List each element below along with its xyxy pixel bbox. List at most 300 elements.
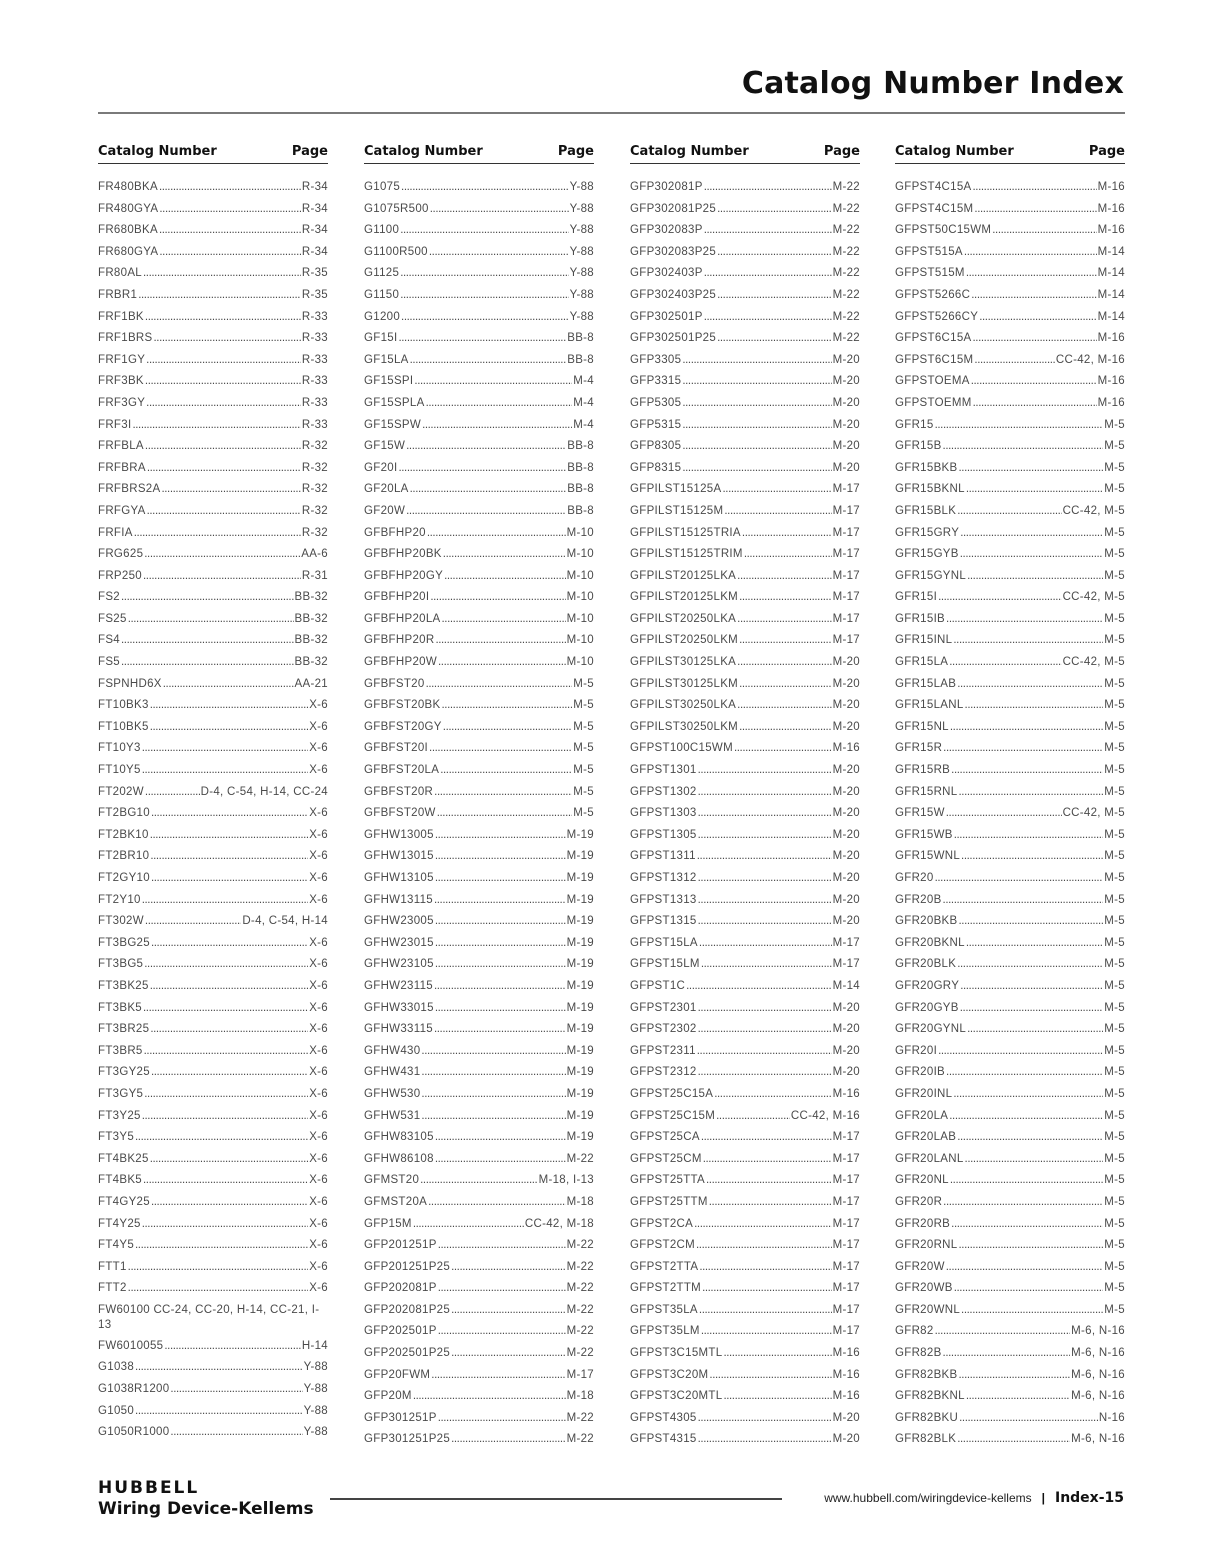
page-reference: M-22 xyxy=(832,245,860,258)
page-reference: CC-42, M-5 xyxy=(1062,591,1125,604)
page-reference: M-5 xyxy=(1104,483,1125,496)
dot-leader xyxy=(159,177,301,199)
catalog-number: GFPST25TTM xyxy=(630,1195,708,1208)
page-reference: R-32 xyxy=(301,483,328,496)
index-entry xyxy=(630,501,860,523)
page-reference: M-17 xyxy=(832,634,860,647)
dot-leader xyxy=(966,479,1103,501)
page-reference: R-31 xyxy=(301,569,328,582)
index-entry xyxy=(364,220,594,242)
index-entry xyxy=(630,1214,860,1236)
page-number: Index-15 xyxy=(1054,1490,1124,1506)
index-entry xyxy=(895,738,1125,760)
catalog-number: GFR20INL xyxy=(895,1087,953,1100)
page-reference: M-20 xyxy=(832,677,860,690)
index-entry xyxy=(630,825,860,847)
catalog-number: FRF1BK xyxy=(98,310,144,323)
catalog-number: FRFBLA xyxy=(98,440,144,453)
catalog-number: GFPST6C15M xyxy=(895,353,974,366)
dot-leader xyxy=(723,1386,831,1408)
dot-leader xyxy=(706,1170,832,1192)
index-entry xyxy=(98,738,328,760)
dot-leader xyxy=(150,695,309,717)
dot-leader xyxy=(682,371,831,393)
index-entry xyxy=(364,1041,594,1063)
catalog-number: GFR15 xyxy=(895,418,934,431)
page-reference: X-6 xyxy=(309,1239,328,1252)
index-entry xyxy=(895,911,1125,933)
page-reference: M-5 xyxy=(1104,720,1125,733)
page-reference: M-10 xyxy=(566,656,594,669)
page-reference: M-5 xyxy=(1104,440,1125,453)
page-reference: M-5 xyxy=(573,807,594,820)
page-reference: X-6 xyxy=(309,1282,328,1295)
page-reference: M-10 xyxy=(566,548,594,561)
dot-leader xyxy=(146,393,301,415)
index-entry xyxy=(364,1214,594,1236)
page-reference: M-18, I-13 xyxy=(538,1174,594,1187)
catalog-number: FRFIA xyxy=(98,526,133,539)
catalog-number: GFR20 xyxy=(895,872,934,884)
dot-leader xyxy=(159,220,301,242)
dot-leader xyxy=(965,695,1104,717)
page-reference: R-35 xyxy=(301,267,328,280)
index-entry xyxy=(364,976,594,998)
page-reference: M-10 xyxy=(566,569,594,582)
catalog-number-heading: Catalog Number xyxy=(98,144,217,159)
dot-leader xyxy=(722,479,831,501)
catalog-number: GFPST2311 xyxy=(630,1044,696,1057)
catalog-number: GFPILST30250LKA xyxy=(630,699,737,712)
dot-leader xyxy=(961,1300,1103,1322)
page-reference: M-22 xyxy=(566,1347,594,1360)
dot-leader xyxy=(451,1343,566,1365)
dot-leader xyxy=(946,1062,1103,1084)
page-reference: M-17 xyxy=(832,958,860,971)
dot-leader xyxy=(421,1106,565,1128)
page-reference: M-22 xyxy=(832,288,860,301)
catalog-number: G1038 xyxy=(98,1361,135,1374)
catalog-number: FT302W xyxy=(98,915,144,928)
dot-leader xyxy=(703,1149,832,1171)
catalog-number: GFPST2301 xyxy=(630,1001,697,1014)
dot-leader xyxy=(946,803,1062,825)
dot-leader xyxy=(435,825,566,847)
dot-leader xyxy=(737,695,831,717)
page-reference: M-19 xyxy=(566,1001,594,1014)
index-entry xyxy=(895,436,1125,458)
dot-leader xyxy=(714,1084,831,1106)
catalog-number: GFR20NL xyxy=(895,1174,949,1187)
entry-list xyxy=(364,177,594,1451)
page-reference: M-20 xyxy=(832,440,860,453)
dot-leader xyxy=(938,1041,1103,1063)
index-entry xyxy=(895,933,1125,955)
page-reference: M-5 xyxy=(1104,893,1125,906)
dot-leader xyxy=(704,263,832,285)
dot-leader xyxy=(406,436,566,458)
index-entry xyxy=(98,652,328,674)
index-entry xyxy=(895,1149,1125,1171)
dot-leader xyxy=(698,1429,832,1451)
catalog-number: GFPST15LM xyxy=(630,958,700,971)
index-entry xyxy=(364,1084,594,1106)
page-reference: R-35 xyxy=(301,288,328,301)
catalog-number: GFP201251P xyxy=(364,1239,437,1252)
dot-leader xyxy=(434,1019,566,1041)
catalog-number: GFPILST30125LKA xyxy=(630,656,737,669)
dot-leader xyxy=(135,1235,308,1257)
index-entry xyxy=(895,1170,1125,1192)
page-reference: M-19 xyxy=(566,979,594,992)
catalog-number: GFHW13015 xyxy=(364,850,434,863)
page-reference: M-19 xyxy=(566,936,594,949)
index-entry xyxy=(98,1019,328,1041)
index-entry xyxy=(98,263,328,285)
page-reference: X-6 xyxy=(309,720,328,733)
index-entry xyxy=(895,242,1125,264)
index-entry xyxy=(630,177,860,199)
dot-leader xyxy=(943,738,1103,760)
index-entry xyxy=(364,328,594,350)
page-reference: X-6 xyxy=(309,1001,328,1014)
footer-url[interactable]: www.hubbell.com/wiringdevice-kellems xyxy=(824,1491,1032,1505)
index-entry xyxy=(895,263,1125,285)
catalog-number: GFR15BKNL xyxy=(895,483,965,496)
page-reference: AA-6 xyxy=(301,548,328,561)
dot-leader xyxy=(150,1149,309,1171)
index-entry xyxy=(895,350,1125,372)
index-entry xyxy=(895,307,1125,329)
index-entry xyxy=(895,760,1125,782)
index-entry xyxy=(364,458,594,480)
dot-leader xyxy=(414,371,572,393)
page-reference: M-5 xyxy=(1104,1109,1125,1122)
page-reference: N-16 xyxy=(1098,1411,1125,1424)
index-entry xyxy=(630,458,860,480)
page-reference: M-17 xyxy=(832,936,860,949)
page-reference: BB-8 xyxy=(567,332,594,345)
index-entry xyxy=(630,1386,860,1408)
catalog-number: GFBFST20W xyxy=(364,807,436,820)
dot-leader xyxy=(145,782,200,804)
index-entry xyxy=(98,199,328,221)
dot-leader xyxy=(121,630,294,652)
catalog-number: G1075R500 xyxy=(364,202,429,215)
page-reference: M-20 xyxy=(832,1433,860,1446)
dot-leader xyxy=(699,1300,832,1322)
index-entry xyxy=(895,782,1125,804)
dot-leader xyxy=(142,1106,308,1128)
brand-subtitle: Wiring Device-Kellems xyxy=(98,1499,314,1519)
dot-leader xyxy=(704,307,832,329)
dot-leader xyxy=(946,1257,1104,1279)
page-reference: M-14 xyxy=(832,979,860,992)
dot-leader xyxy=(992,220,1096,242)
page-reference: M-22 xyxy=(832,267,860,280)
catalog-number: FT3Y25 xyxy=(98,1109,141,1122)
dot-leader xyxy=(698,911,832,933)
catalog-number: GFP302081P25 xyxy=(630,202,717,215)
catalog-number: GFP302501P xyxy=(630,310,703,323)
catalog-number: GFP301251P25 xyxy=(364,1433,451,1446)
dot-leader xyxy=(949,1106,1103,1128)
dot-leader xyxy=(959,1408,1098,1430)
catalog-number: GFR15WNL xyxy=(895,850,961,863)
index-entry xyxy=(98,307,328,329)
dot-leader xyxy=(973,393,1097,415)
catalog-number: GFP8315 xyxy=(630,461,682,474)
dot-leader xyxy=(398,458,566,480)
dot-leader xyxy=(142,890,308,912)
catalog-number: G1200 xyxy=(364,310,401,323)
index-entry xyxy=(364,760,594,782)
index-entry xyxy=(630,1429,860,1451)
dot-leader xyxy=(151,1062,308,1084)
catalog-number: GFBFHP20R xyxy=(364,634,435,647)
index-entry xyxy=(364,954,594,976)
catalog-number: GFR20BKNL xyxy=(895,936,965,949)
dot-leader xyxy=(435,911,566,933)
catalog-number: GFBFHP20 xyxy=(364,526,426,539)
index-entry xyxy=(98,1214,328,1236)
catalog-number: GFMST20A xyxy=(364,1195,428,1208)
catalog-number: GFPST15LA xyxy=(630,936,698,949)
catalog-number: GFBFHP20GY xyxy=(364,569,444,582)
index-entry xyxy=(364,695,594,717)
catalog-number: GFBFST20R xyxy=(364,785,434,798)
page-reference: M-4 xyxy=(573,418,594,431)
page-reference: M-20 xyxy=(832,656,860,669)
page-reference: M-22 xyxy=(566,1239,594,1252)
dot-leader xyxy=(704,177,832,199)
page-reference: M-6, N-16 xyxy=(1071,1433,1125,1446)
index-entry xyxy=(98,933,328,955)
catalog-number: GFR20WNL xyxy=(895,1303,961,1316)
footer-divider xyxy=(330,1498,782,1500)
catalog-number: G1125 xyxy=(364,267,400,280)
dot-leader xyxy=(957,674,1103,696)
page-reference: M-5 xyxy=(1104,1087,1125,1100)
catalog-number: FT202W xyxy=(98,785,144,798)
page-reference: M-5 xyxy=(573,785,594,798)
dot-leader xyxy=(422,415,572,437)
index-entry xyxy=(895,1214,1125,1236)
page-reference: AA-21 xyxy=(294,677,328,690)
index-entry xyxy=(895,501,1125,523)
dot-leader xyxy=(421,1084,565,1106)
index-column-2 xyxy=(364,141,594,1451)
index-entry xyxy=(364,1408,594,1430)
dot-leader xyxy=(960,523,1103,545)
dot-leader xyxy=(698,1408,832,1430)
dot-leader xyxy=(702,1278,832,1300)
page-reference: M-14 xyxy=(1097,245,1125,258)
page-reference: BB-32 xyxy=(294,612,328,625)
page-reference: M-5 xyxy=(1104,1195,1125,1208)
dot-leader xyxy=(421,1062,565,1084)
index-entry xyxy=(630,1106,860,1128)
dot-leader xyxy=(435,933,566,955)
index-entry xyxy=(895,674,1125,696)
dot-leader xyxy=(958,1235,1103,1257)
page-reference: BB-32 xyxy=(294,634,328,647)
footer-info xyxy=(824,1490,1124,1506)
catalog-number: GF15LA xyxy=(364,353,409,366)
page-reference: R-32 xyxy=(301,504,328,517)
catalog-number: GFR20RNL xyxy=(895,1239,958,1252)
catalog-number: GFHW23115 xyxy=(364,979,433,992)
catalog-number: GFPST1C xyxy=(630,979,686,992)
dot-leader xyxy=(147,458,301,480)
dot-leader xyxy=(699,1257,831,1279)
index-entry xyxy=(98,998,328,1020)
index-entry xyxy=(364,1149,594,1171)
catalog-number: FT2BR10 xyxy=(98,850,150,863)
page-reference: M-5 xyxy=(1104,828,1125,841)
catalog-number: GFPST25CA xyxy=(630,1131,700,1144)
catalog-number: GFP302083P xyxy=(630,224,703,237)
index-entry xyxy=(630,436,860,458)
catalog-number: GFPST35LM xyxy=(630,1325,700,1338)
catalog-number: GFBFST20 xyxy=(364,677,425,690)
catalog-number: GFPST4305 xyxy=(630,1411,697,1424)
page-reference: M-17 xyxy=(832,526,860,539)
page-reference: CC-42, M-5 xyxy=(1062,504,1125,517)
catalog-number: GFR15NL xyxy=(895,720,949,733)
dot-leader xyxy=(957,501,1061,523)
index-entry xyxy=(98,911,328,933)
catalog-number: GFPILST30250LKM xyxy=(630,720,739,733)
catalog-number: GFR20WB xyxy=(895,1282,953,1295)
dot-leader xyxy=(704,220,832,242)
catalog-number: GFHW431 xyxy=(364,1066,421,1079)
index-entry xyxy=(895,652,1125,674)
page-reference: D-4, C-54, H-14, CC-24 xyxy=(200,785,328,798)
page-reference: M-20 xyxy=(832,764,860,777)
dot-leader xyxy=(971,285,1096,307)
catalog-number: GFP20M xyxy=(364,1390,412,1403)
page-reference: M-16 xyxy=(1097,202,1125,215)
dot-leader xyxy=(159,242,301,264)
dot-leader xyxy=(451,1300,566,1322)
entry-list xyxy=(630,177,860,1451)
dot-leader xyxy=(724,501,831,523)
dot-leader xyxy=(954,1278,1104,1300)
dot-leader xyxy=(698,1062,832,1084)
catalog-number: FR480BKA xyxy=(98,181,158,193)
page-reference: X-6 xyxy=(309,1087,328,1100)
index-entry xyxy=(364,1127,594,1149)
index-entry xyxy=(895,1278,1125,1300)
catalog-number: GFPST2CA xyxy=(630,1217,694,1230)
dot-leader xyxy=(737,566,831,588)
page-reference: M-18 xyxy=(566,1195,594,1208)
page-reference: CC-42, M-16 xyxy=(1055,353,1125,366)
catalog-number: GFR15BKB xyxy=(895,461,958,474)
dot-leader xyxy=(954,825,1104,847)
dot-leader xyxy=(151,868,308,890)
catalog-number: GF15SPW xyxy=(364,418,422,431)
catalog-number: GFPST3C20MTL xyxy=(630,1390,723,1403)
dot-leader xyxy=(958,782,1103,804)
index-column-4 xyxy=(895,141,1125,1451)
index-entry xyxy=(98,479,328,501)
catalog-number: GFR20W xyxy=(895,1260,945,1273)
index-entry xyxy=(895,1062,1125,1084)
catalog-number: GFR82B xyxy=(895,1347,942,1360)
index-entry xyxy=(364,674,594,696)
dot-leader xyxy=(960,976,1103,998)
catalog-number: FRF1GY xyxy=(98,353,146,366)
page-reference: Y-88 xyxy=(569,224,594,237)
page-reference: M-20 xyxy=(832,699,860,712)
index-entry xyxy=(364,911,594,933)
dot-leader xyxy=(739,717,832,739)
dot-leader xyxy=(144,1084,308,1106)
index-entry xyxy=(630,544,860,566)
catalog-number: GFPST515A xyxy=(895,245,963,258)
index-entry xyxy=(895,285,1125,307)
dot-leader xyxy=(426,393,573,415)
dot-leader xyxy=(734,738,832,760)
dot-leader xyxy=(401,307,569,329)
index-entry xyxy=(895,1127,1125,1149)
catalog-number: FRFBRS2A xyxy=(98,483,161,496)
page-reference: Y-88 xyxy=(569,267,594,280)
index-entry xyxy=(630,868,860,890)
catalog-number: GFBFHP20I xyxy=(364,591,430,604)
catalog-number: GFR20RB xyxy=(895,1217,951,1230)
index-entry xyxy=(364,630,594,652)
index-entry xyxy=(364,1106,594,1128)
dot-leader xyxy=(135,1357,303,1379)
page-reference: M-17 xyxy=(832,1239,860,1252)
index-entry xyxy=(630,1235,860,1257)
page-reference: R-33 xyxy=(301,375,328,388)
dot-leader xyxy=(935,868,1104,890)
index-entry xyxy=(630,415,860,437)
catalog-number: GFPST25C15M xyxy=(630,1109,716,1122)
page-heading: Page xyxy=(823,144,860,159)
index-entry xyxy=(630,220,860,242)
page-reference: M-19 xyxy=(566,850,594,863)
catalog-number: GFPST515M xyxy=(895,267,965,280)
page-reference: M-17 xyxy=(832,504,860,517)
catalog-number: GFR15GYB xyxy=(895,548,959,561)
dot-leader xyxy=(150,717,309,739)
dot-leader xyxy=(694,1214,831,1236)
dot-leader xyxy=(170,1379,302,1401)
index-entry xyxy=(98,674,328,696)
index-entry xyxy=(895,1019,1125,1041)
catalog-number: GFBFST20GY xyxy=(364,720,442,733)
catalog-number: GFP202501P25 xyxy=(364,1347,451,1360)
catalog-number: GFPST1301 xyxy=(630,764,697,777)
catalog-number: GFR15BLK xyxy=(895,504,957,517)
index-entry xyxy=(98,1379,328,1401)
index-entry xyxy=(630,350,860,372)
dot-leader xyxy=(143,566,301,588)
dot-leader xyxy=(974,199,1096,221)
page-reference: X-6 xyxy=(309,1260,328,1273)
catalog-number: FR480GYA xyxy=(98,202,159,215)
index-entry xyxy=(364,933,594,955)
page-reference: M-20 xyxy=(832,1411,860,1424)
dot-leader xyxy=(145,911,241,933)
index-entry xyxy=(98,630,328,652)
dot-leader xyxy=(682,350,831,372)
